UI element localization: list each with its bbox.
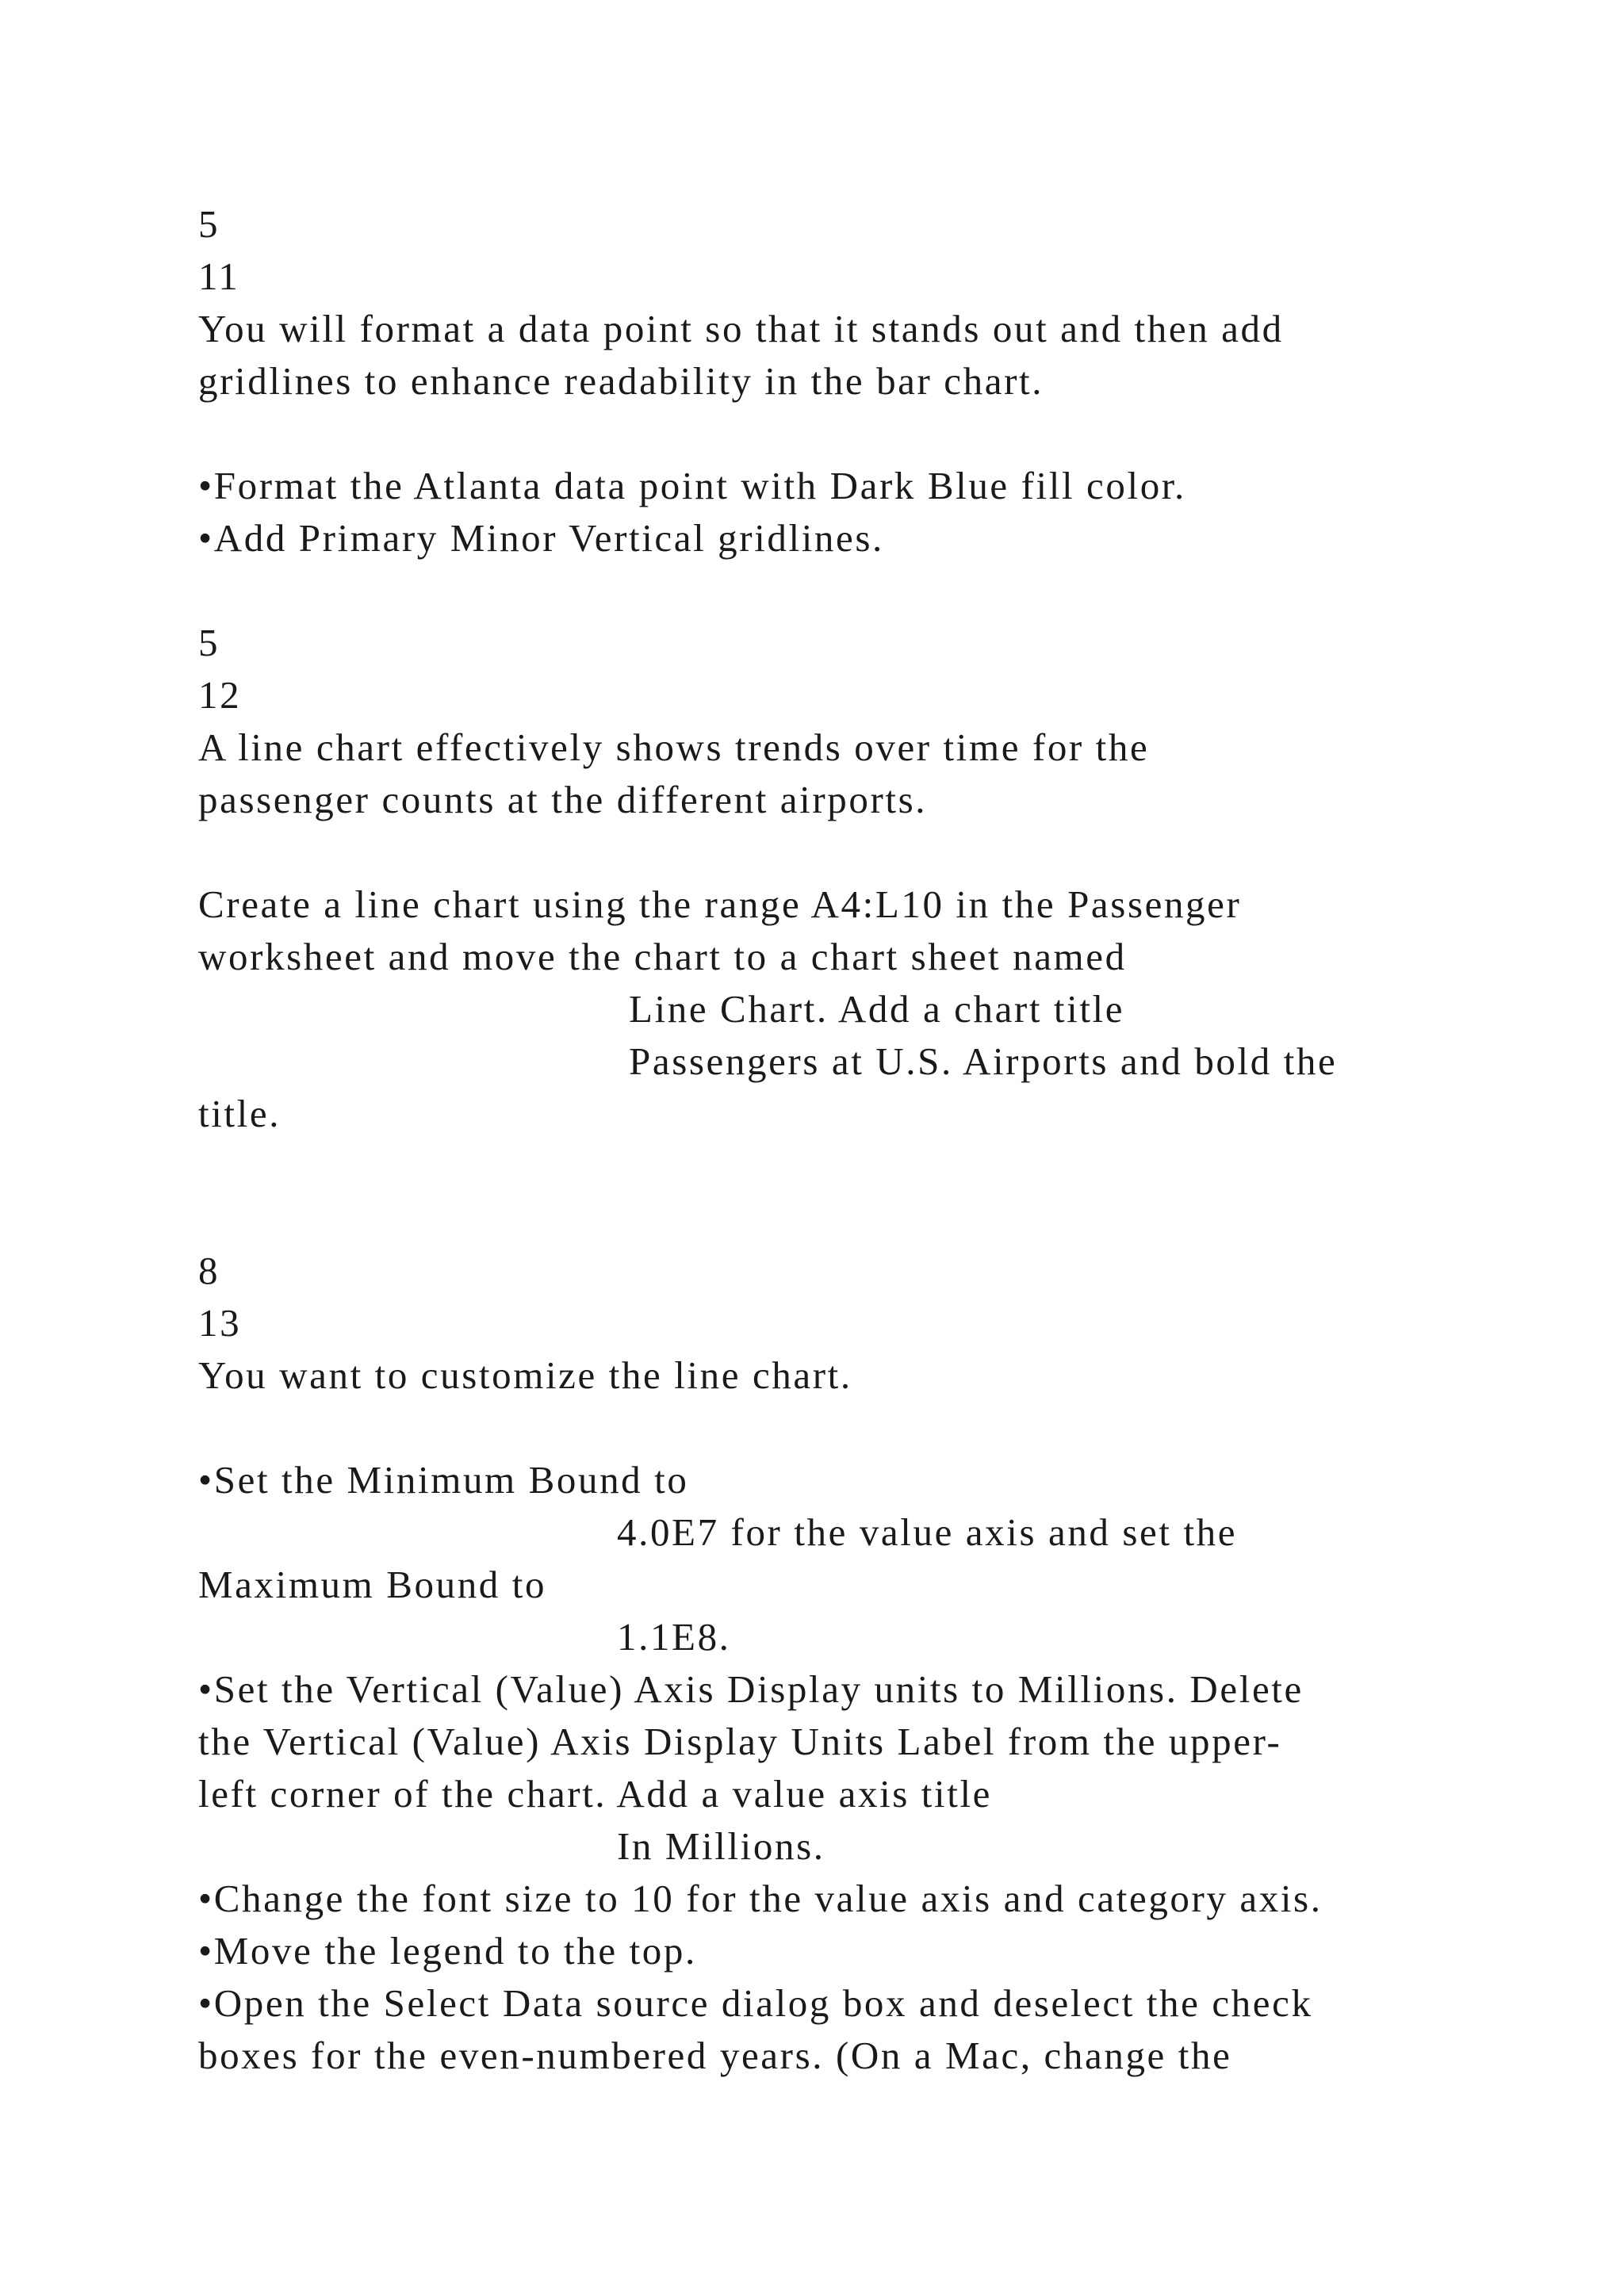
step-13-bullet-1-line-2: 4.0E7 for the value axis and set the bbox=[617, 1510, 1238, 1554]
step-12-instruction-line-5: title. bbox=[198, 1092, 282, 1135]
step-points-5b: 5 bbox=[198, 621, 220, 664]
step-13-bullet-5-line-1: •Open the Select Data source dialog box and deselect the check bbox=[198, 1981, 1313, 2025]
step-11-bullet-2: •Add Primary Minor Vertical gridlines. bbox=[198, 516, 884, 560]
step-points-5: 5 bbox=[198, 202, 220, 246]
step-12-instruction-line-2: worksheet and move the chart to a chart sheet named bbox=[198, 935, 1127, 978]
step-13-bullet-2-line-2: the Vertical (Value) Axis Display Units Label from the upper- bbox=[198, 1720, 1282, 1763]
step-points-8: 8 bbox=[198, 1249, 220, 1292]
step-11-text-line-2: gridlines to enhance readability in the bar chart. bbox=[198, 359, 1044, 403]
step-number-13: 13 bbox=[198, 1301, 242, 1345]
step-13-bullet-2-line-4: In Millions. bbox=[617, 1824, 825, 1868]
step-13-text: You want to customize the line chart. bbox=[198, 1353, 852, 1397]
step-12-instruction-line-1: Create a line chart using the range A4:L10 in the Passenger bbox=[198, 882, 1242, 926]
step-11-text-line-1: You will format a data point so that it stands out and then add bbox=[198, 307, 1284, 350]
step-13-bullet-1-line-3: Maximum Bound to bbox=[198, 1563, 547, 1606]
step-12-text-line-2: passenger counts at the different airports. bbox=[198, 778, 928, 821]
step-13-bullet-4: •Move the legend to the top. bbox=[198, 1929, 697, 1973]
step-11-bullet-1: •Format the Atlanta data point with Dark Blue fill color. bbox=[198, 464, 1186, 507]
step-12-text-line-1: A line chart effectively shows trends over time for the bbox=[198, 725, 1150, 769]
step-13-bullet-5-line-2: boxes for the even-numbered years. (On a Mac, change the bbox=[198, 2034, 1232, 2077]
step-13-bullet-3: •Change the font size to 10 for the value axis and category axis. bbox=[198, 1877, 1323, 1920]
step-13-bullet-2-line-3: left corner of the chart. Add a value axis title bbox=[198, 1772, 993, 1816]
step-13-bullet-2-line-1: •Set the Vertical (Value) Axis Display units to Millions. Delete bbox=[198, 1667, 1304, 1711]
step-12-instruction-line-4: Passengers at U.S. Airports and bold the bbox=[629, 1039, 1338, 1083]
step-13-bullet-1-line-4: 1.1E8. bbox=[617, 1615, 731, 1659]
step-13-bullet-1-line-1: •Set the Minimum Bound to bbox=[198, 1458, 689, 1502]
step-number-11: 11 bbox=[198, 254, 240, 298]
step-number-12: 12 bbox=[198, 673, 242, 717]
step-12-instruction-line-3: Line Chart. Add a chart title bbox=[629, 987, 1125, 1031]
